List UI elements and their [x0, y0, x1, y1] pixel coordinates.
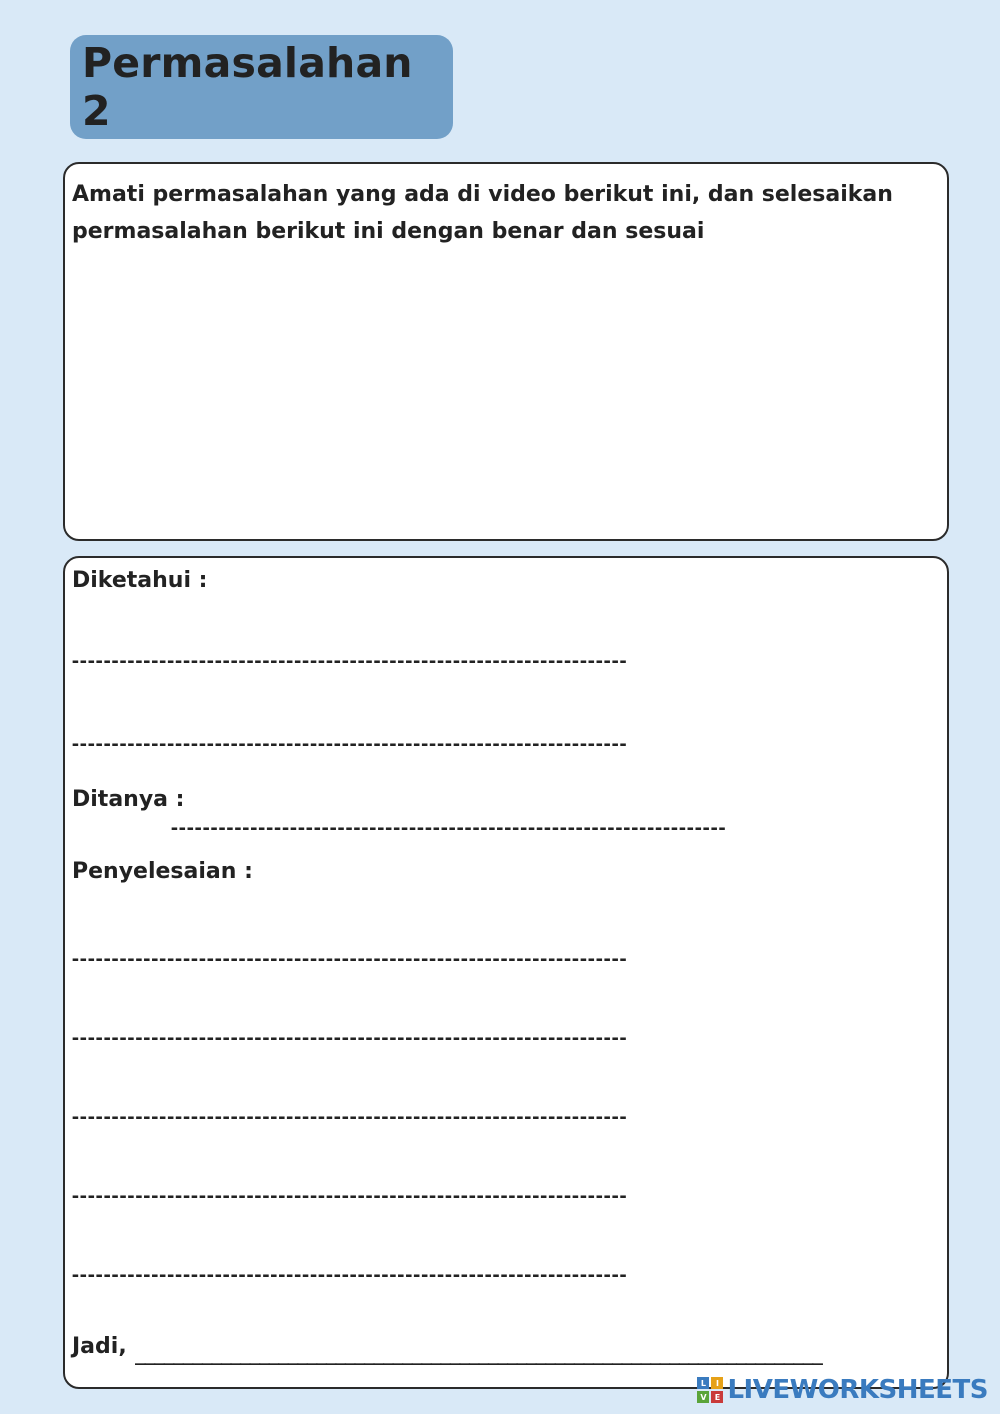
penyelesaian-label: Penyelesaian : — [72, 859, 253, 884]
penyelesaian-answer-line-2[interactable]: ---------------------------------------------------------------------- — [70, 1029, 626, 1049]
jadi-answer-line[interactable]: ________________________________________________________________________ — [135, 1346, 822, 1366]
diketahui-answer-line-1[interactable]: ---------------------------------------------------------------------- — [70, 652, 626, 672]
diketahui-label: Diketahui : — [72, 568, 208, 593]
instruction-text: Amati permasalahan yang ada di video berikut ini, dan selesaikan permasalahan berikut ini dengan benar dan sesuai — [72, 182, 893, 244]
logo-block-e: E — [711, 1391, 723, 1403]
logo-block-v: V — [697, 1391, 709, 1403]
ditanya-answer-line[interactable]: ---------------------------------------------------------------------- — [169, 819, 725, 839]
problem-panel — [63, 162, 949, 541]
penyelesaian-answer-line-5[interactable]: ---------------------------------------------------------------------- — [70, 1266, 626, 1286]
penyelesaian-answer-line-3[interactable]: ---------------------------------------------------------------------- — [70, 1108, 626, 1128]
logo-blocks-icon — [697, 1377, 723, 1403]
diketahui-answer-line-2[interactable]: ---------------------------------------------------------------------- — [70, 735, 626, 755]
title-banner — [70, 35, 453, 139]
answer-panel — [63, 556, 949, 1389]
jadi-label: Jadi, — [72, 1334, 127, 1359]
page-title: Permasalahan 2 — [82, 39, 413, 135]
logo-block-i: I — [711, 1377, 723, 1389]
penyelesaian-answer-line-1[interactable]: ---------------------------------------------------------------------- — [70, 950, 626, 970]
ditanya-label: Ditanya : — [72, 787, 185, 812]
liveworksheets-logo — [697, 1374, 988, 1406]
logo-block-l: L — [697, 1377, 709, 1389]
penyelesaian-answer-line-4[interactable]: ---------------------------------------------------------------------- — [70, 1187, 626, 1207]
logo-text: LIVEWORKSHEETS — [727, 1375, 988, 1405]
